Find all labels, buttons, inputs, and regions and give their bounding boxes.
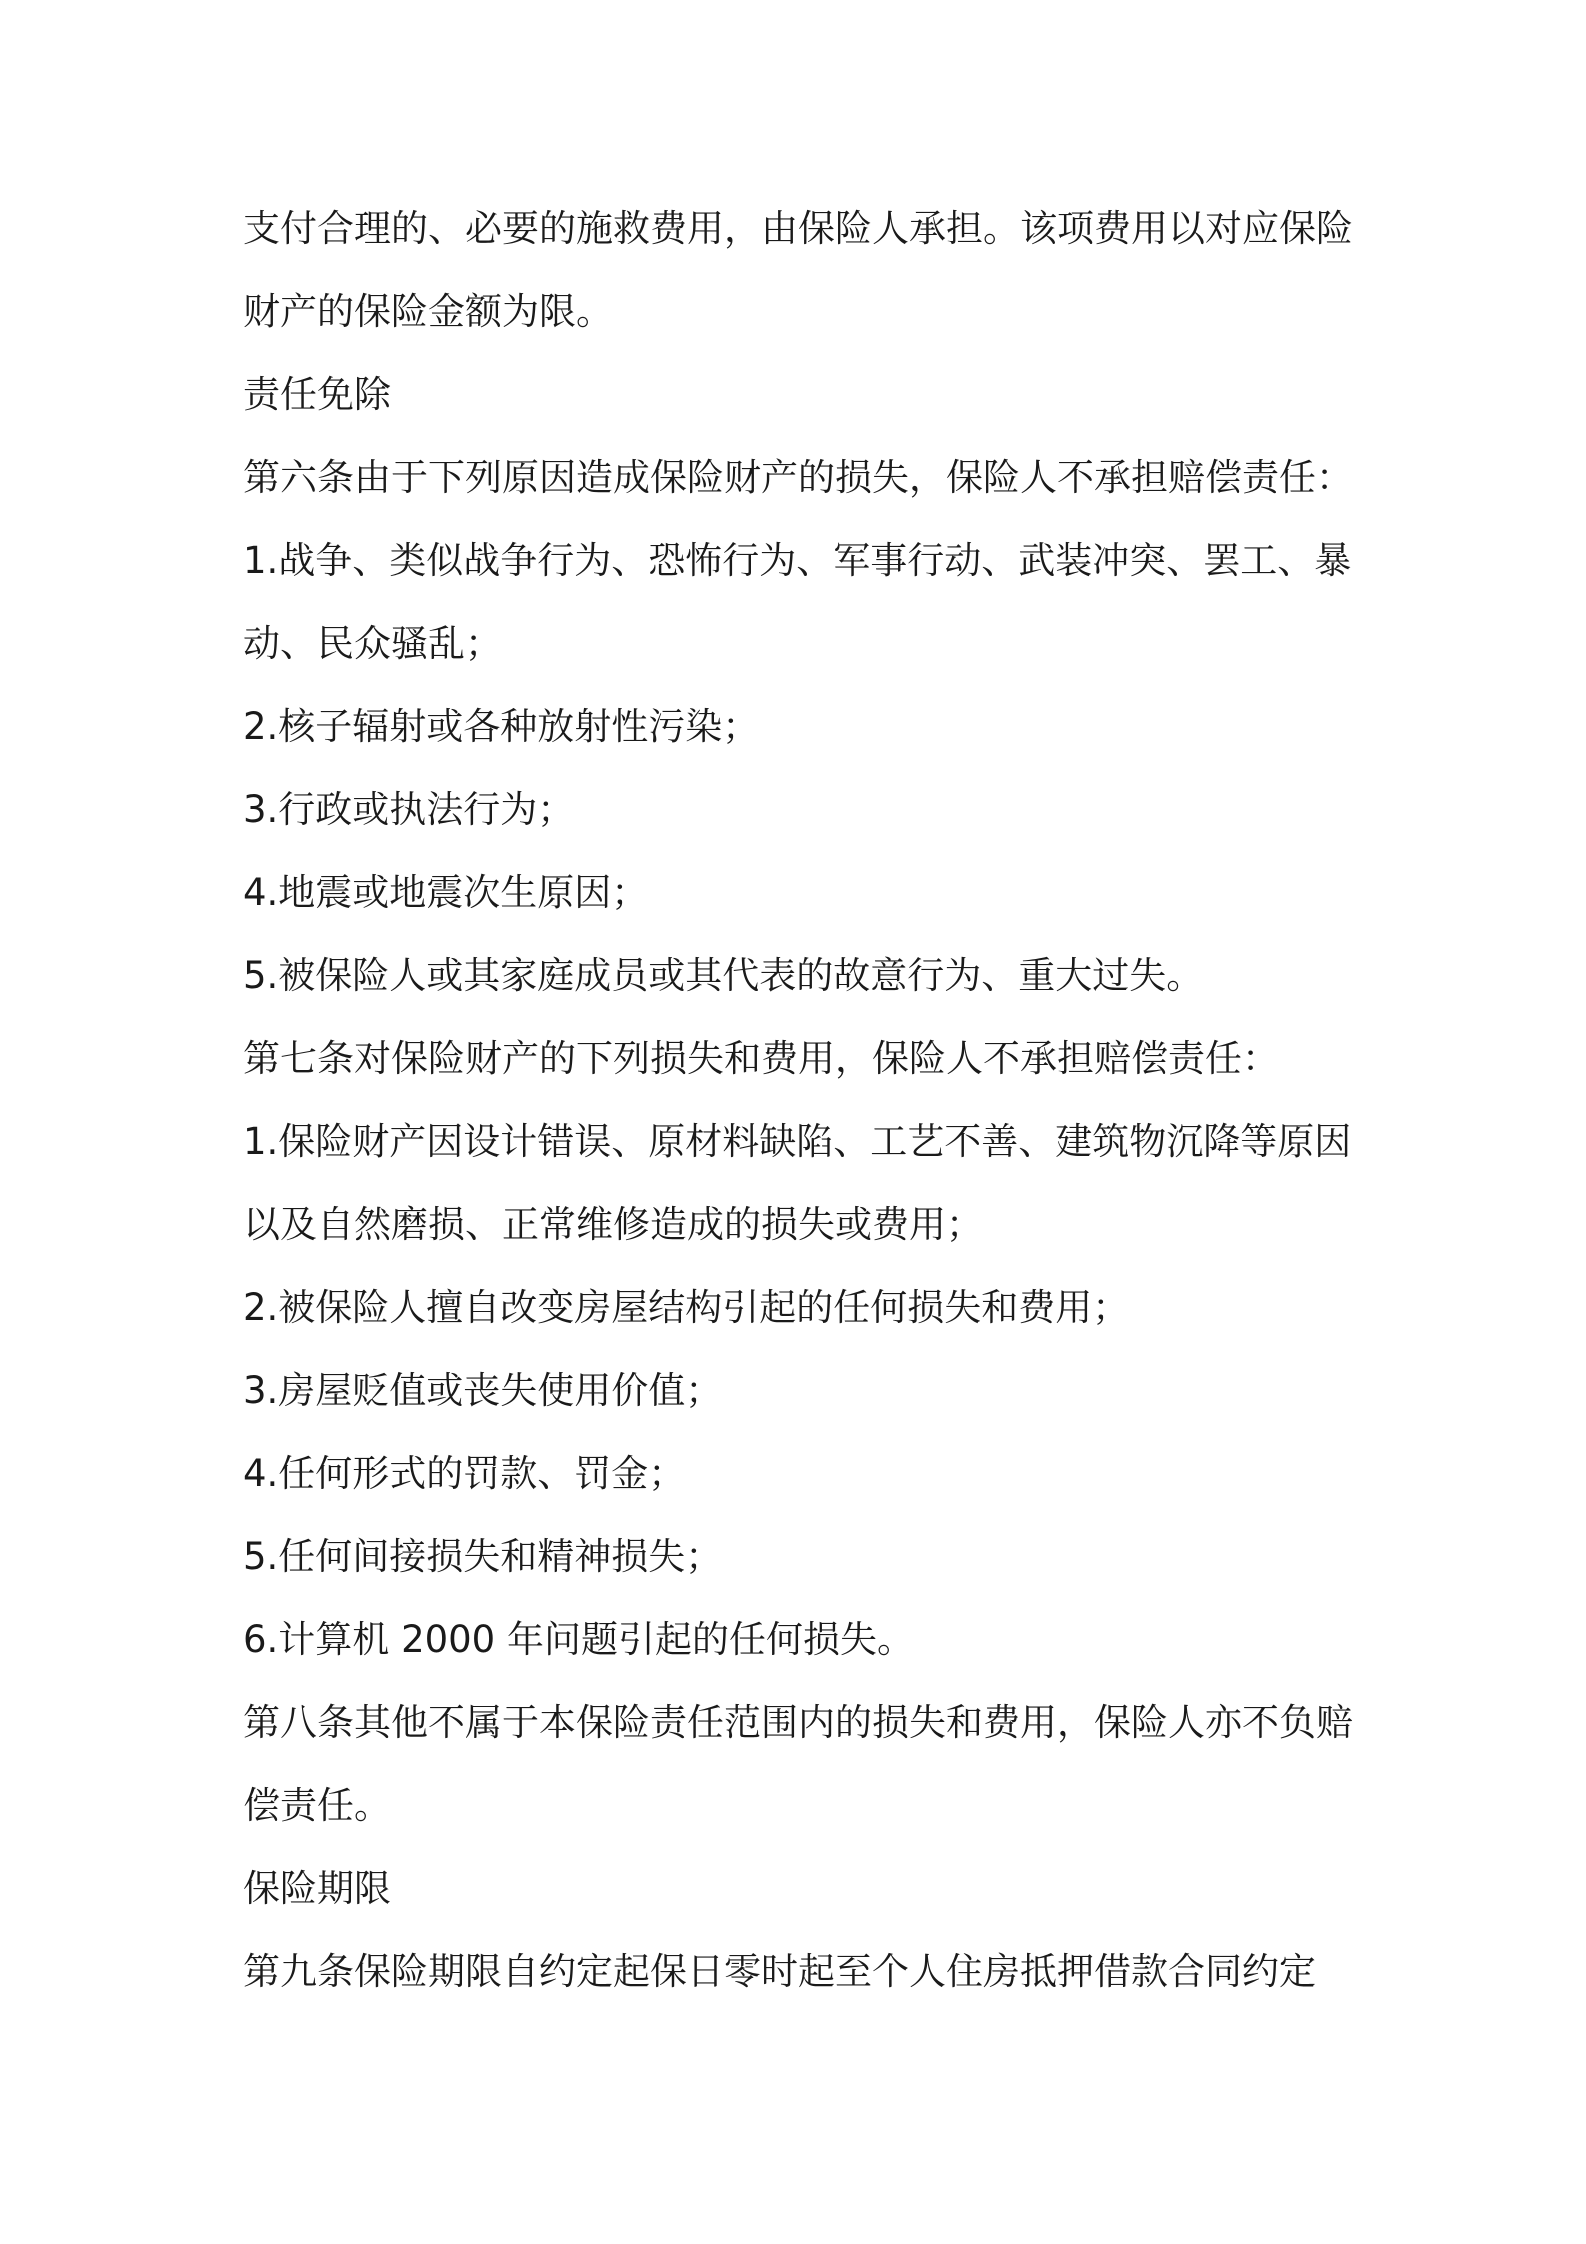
- text-line: 第九条保险期限自约定起保日零时起至个人住房抵押借款合同约定: [243, 1950, 1316, 1993]
- section-heading: 保险期限: [243, 1867, 391, 1910]
- list-item: 3.行政或执法行为；: [243, 788, 575, 831]
- list-item: 1.战争、类似战争行为、恐怖行为、军事行动、武装冲突、罢工、暴: [243, 539, 1352, 582]
- text-line: 偿责任。: [243, 1784, 391, 1827]
- list-item: 6.计算机 2000 年问题引起的任何损失。: [243, 1618, 914, 1661]
- text-line: 第六条由于下列原因造成保险财产的损失，保险人不承担赔偿责任：: [243, 456, 1353, 499]
- text-line: 财产的保险金额为限。: [243, 290, 613, 333]
- text-line: 支付合理的、必要的施救费用，由保险人承担。该项费用以对应保险: [243, 207, 1353, 250]
- text-line: 第七条对保险财产的下列损失和费用，保险人不承担赔偿责任：: [243, 1037, 1279, 1080]
- list-item: 5.被保险人或其家庭成员或其代表的故意行为、重大过失。: [243, 954, 1204, 997]
- list-item-continuation: 动、民众骚乱；: [243, 622, 502, 665]
- list-item: 4.地震或地震次生原因；: [243, 871, 649, 914]
- section-heading: 责任免除: [243, 373, 391, 416]
- list-item: 2.被保险人擅自改变房屋结构引起的任何损失和费用；: [243, 1286, 1130, 1329]
- list-item: 1.保险财产因设计错误、原材料缺陷、工艺不善、建筑物沉降等原因: [243, 1120, 1352, 1163]
- list-item: 5.任何间接损失和精神损失；: [243, 1535, 723, 1578]
- text-line: 第八条其他不属于本保险责任范围内的损失和费用，保险人亦不负赔: [243, 1701, 1353, 1744]
- list-item: 4.任何形式的罚款、罚金；: [243, 1452, 686, 1495]
- document-body: [243, 187, 1363, 2013]
- list-item: 3.房屋贬值或丧失使用价值；: [243, 1369, 723, 1412]
- list-item: 2.核子辐射或各种放射性污染；: [243, 705, 760, 748]
- list-item-continuation: 以及自然磨损、正常维修造成的损失或费用；: [243, 1203, 983, 1246]
